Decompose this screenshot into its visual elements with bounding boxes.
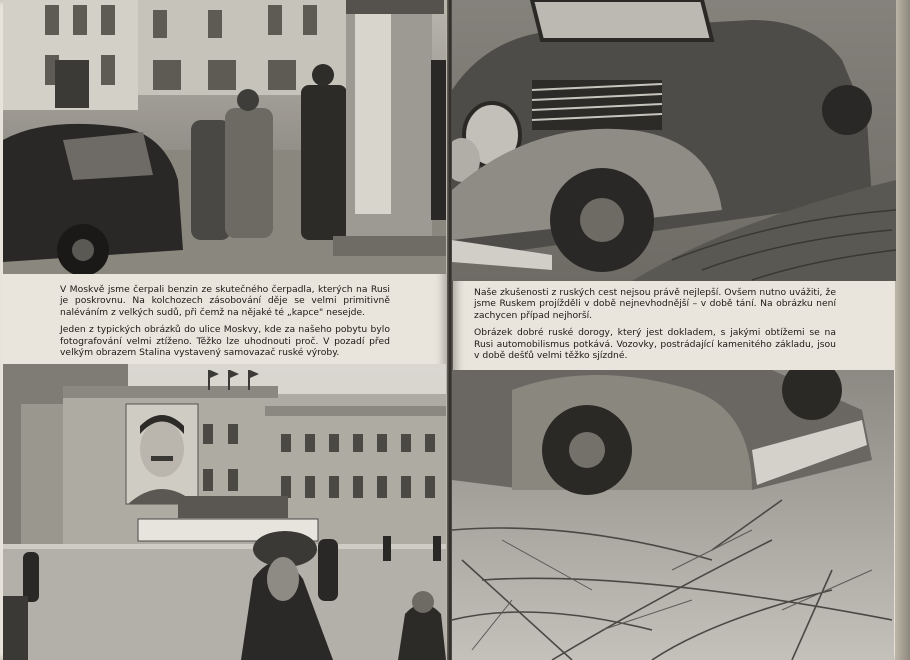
right-caption-paragraph-1: Naše zkušenosti z ruských cest nejsou právě nejlepší. Ovšem nutno uvážiti, že jsme Ruskem projížděli v době nejnevhodnější – v době tání. Na obrázku není zachycen případ nejhorší. — [474, 287, 836, 321]
right-caption-paragraph-2: Obrázek dobré ruské dorogy, který jest dokladem, s jakými obtížemi se na Rusi automobilismus potkává. Vozovky, postrádající kamenitého základu, jsou v době dešťů velmi těžko sjízdné. — [474, 327, 836, 362]
left-caption — [60, 284, 390, 364]
page-edge — [895, 0, 910, 660]
right-caption — [474, 287, 836, 367]
left-caption-paragraph-1: V Moskvě jsme čerpali benzin ze skutečného čerpadla, kterých na Rusi je poskrovnu. Na kolchozech zásobování děje se velmi primitivně naléváním z velkých sudů, při čemž na nějaké té „kapce" nesejde. — [60, 284, 390, 318]
moskva-benzin-pump-photo — [3, 0, 446, 274]
moskva-street-stalin-portrait-photo — [3, 364, 446, 660]
car-in-mud-photo — [452, 0, 896, 281]
wheel-in-mud-photo — [452, 370, 894, 660]
left-caption-paragraph-2: Jeden z typických obrázků do ulice Moskvy, kde za našeho pobytu bylo fotografování velmi ztíženo. Těžko lze uhodnouti proč. V pozadí před velkým obrazem Stalina vystavený samovazač ruské výroby. — [60, 324, 390, 359]
